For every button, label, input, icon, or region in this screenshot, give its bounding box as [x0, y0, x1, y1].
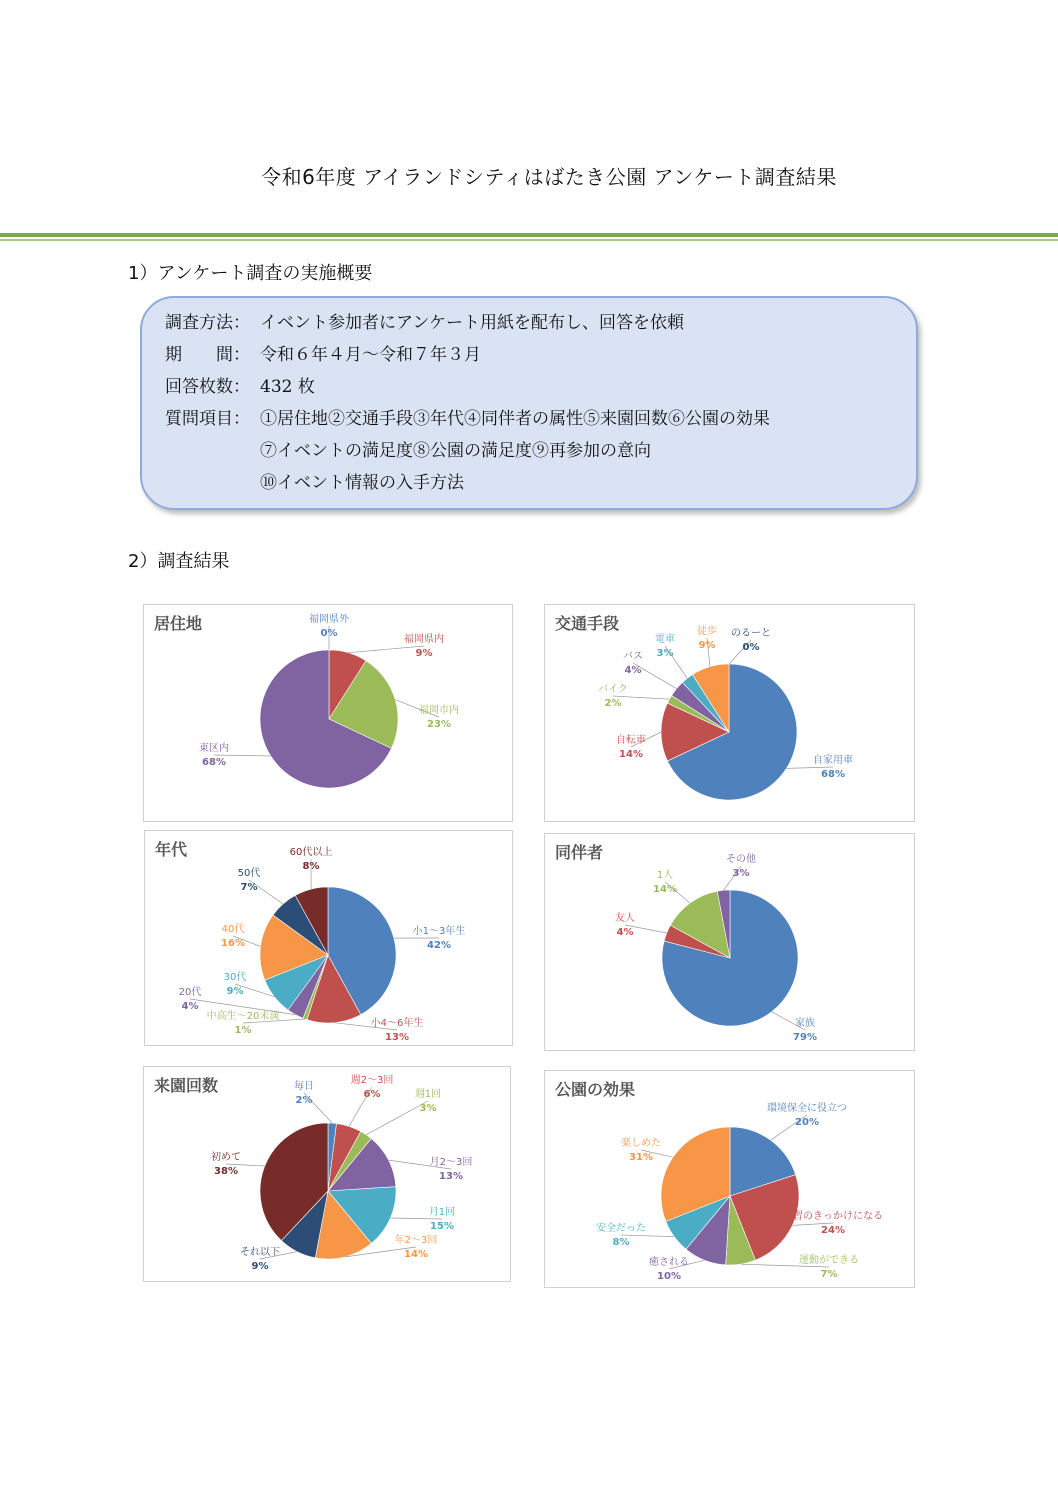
- slice-value-友人: 4%: [616, 927, 634, 938]
- slice-label-月1回: 月1回: [428, 1207, 456, 1218]
- overview-period-key: 期 間：: [165, 345, 250, 365]
- slice-value-電車: 3%: [656, 648, 674, 659]
- overview-period-value: 令和６年４月～令和７年３月: [260, 345, 481, 365]
- slice-value-安全だった: 8%: [612, 1237, 630, 1248]
- slice-label-その他: その他: [726, 854, 756, 865]
- page-title: 令和6年度 アイランドシティはばたき公園 アンケート調査結果: [261, 165, 837, 189]
- slice-label-小1～3年生: 小1～3年生: [412, 926, 466, 937]
- slice-value-のるーと: 0%: [742, 642, 760, 653]
- slice-value-運動ができる: 7%: [820, 1269, 838, 1280]
- slice-value-福岡市内: 23%: [427, 719, 451, 730]
- chart-visits: [143, 1066, 511, 1282]
- overview-items-line1: ①居住地②交通手段③年代④同伴者の属性⑤来園回数⑥公園の効果: [260, 409, 770, 429]
- slice-value-福岡県内: 9%: [415, 648, 433, 659]
- slice-label-家族: 家族: [795, 1018, 815, 1029]
- slice-label-学習のきっかけになる: 学習のきっかけになる: [783, 1211, 883, 1222]
- slice-label-のるーと: のるーと: [731, 628, 771, 639]
- slice-value-徒歩: 9%: [698, 640, 716, 651]
- overview-count-key: 回答枚数：: [165, 377, 250, 397]
- slice-label-月2～3回: 月2～3回: [429, 1157, 473, 1168]
- slice-value-学習のきっかけになる: 24%: [821, 1225, 845, 1236]
- chart-title: 交通手段: [555, 614, 620, 633]
- overview-count-value: 432 枚: [260, 377, 315, 397]
- slice-label-環境保全に役立つ: 環境保全に役立つ: [767, 1103, 847, 1114]
- section-heading-overview: 1）アンケート調査の実施概要: [128, 263, 373, 284]
- slice-value-楽しめた: 31%: [629, 1152, 653, 1163]
- chart-transport: [544, 604, 915, 822]
- slice-value-月1回: 15%: [430, 1221, 454, 1232]
- slice-value-福岡県外: 0%: [320, 628, 338, 639]
- slice-value-60代以上: 8%: [302, 861, 320, 872]
- overview-method: [165, 313, 684, 333]
- slice-label-週2～3回: 週2～3回: [350, 1075, 394, 1086]
- slice-label-福岡県内: 福岡県内: [404, 634, 444, 645]
- pie-chart-companion: [545, 834, 914, 1050]
- slice-label-徒歩: 徒歩: [697, 626, 717, 637]
- slice-value-癒される: 10%: [657, 1271, 681, 1282]
- slice-label-癒される: 癒される: [649, 1257, 689, 1268]
- pie-chart-age: [145, 831, 512, 1045]
- slice-value-20代: 4%: [181, 1001, 199, 1012]
- slice-value-月2～3回: 13%: [439, 1171, 463, 1182]
- header-rule-thin: [0, 239, 1058, 241]
- slice-value-それ以下: 9%: [251, 1261, 269, 1272]
- chart-park-effect: [544, 1070, 915, 1288]
- chart-title: 来園回数: [154, 1076, 219, 1095]
- slice-label-20代: 20代: [178, 987, 202, 998]
- overview-period: [165, 345, 481, 365]
- chart-title: 同伴者: [555, 843, 604, 862]
- slice-value-週2～3回: 6%: [363, 1089, 381, 1100]
- slice-value-バイク: 2%: [604, 698, 622, 709]
- slice-label-中高生～20未満: 中高生～20未満: [206, 1011, 280, 1022]
- slice-value-毎日: 2%: [295, 1095, 313, 1106]
- slice-value-中高生～20未満: 1%: [234, 1025, 252, 1036]
- slice-value-初めて: 38%: [214, 1166, 238, 1177]
- slice-label-福岡市内: 福岡市内: [419, 705, 459, 716]
- slice-label-安全だった: 安全だった: [596, 1223, 646, 1234]
- slice-value-1人: 14%: [653, 884, 677, 895]
- pie-chart-residence: [144, 605, 512, 821]
- pie-chart-visits: [144, 1067, 510, 1281]
- slice-label-40代: 40代: [221, 924, 245, 935]
- slice-value-週1回: 3%: [419, 1103, 437, 1114]
- slice-value-環境保全に役立つ: 20%: [795, 1117, 819, 1128]
- chart-title: 居住地: [154, 614, 203, 633]
- slice-label-バス: バス: [623, 651, 643, 662]
- slice-value-東区内: 68%: [202, 757, 226, 768]
- slice-label-福岡県外: 福岡県外: [309, 614, 349, 625]
- slice-value-自家用車: 68%: [821, 769, 845, 780]
- leader-line: [214, 755, 271, 756]
- chart-title: 公園の効果: [555, 1080, 636, 1099]
- slice-value-家族: 79%: [793, 1032, 817, 1043]
- leader-line: [348, 646, 424, 653]
- slice-label-年2～3回: 年2～3回: [394, 1235, 438, 1246]
- slice-value-50代: 7%: [240, 882, 258, 893]
- leader-line: [390, 1218, 442, 1219]
- overview-count: [165, 377, 315, 397]
- overview-items-key: 質問項目：: [165, 409, 250, 429]
- overview-method-key: 調査方法：: [165, 313, 250, 333]
- pie-chart-transport: [545, 605, 914, 821]
- slice-label-週1回: 週1回: [414, 1089, 442, 1100]
- slice-value-年2～3回: 14%: [404, 1249, 428, 1260]
- chart-residence: [143, 604, 513, 822]
- overview-method-value: イベント参加者にアンケート用紙を配布し、回答を依頼: [260, 313, 684, 333]
- chart-age: [144, 830, 513, 1046]
- slice-label-小4～6年生: 小4～6年生: [370, 1018, 424, 1029]
- overview-items: [165, 409, 770, 429]
- slice-label-初めて: 初めて: [211, 1152, 241, 1163]
- overview-items-line2: ⑦イベントの満足度⑧公園の満足度⑨再参加の意向: [260, 441, 651, 461]
- slice-value-小4～6年生: 13%: [385, 1032, 409, 1043]
- slice-label-電車: 電車: [655, 634, 675, 645]
- slice-label-東区内: 東区内: [199, 743, 229, 754]
- slice-value-バス: 4%: [624, 665, 642, 676]
- slice-label-それ以下: それ以下: [240, 1247, 280, 1258]
- slice-label-60代以上: 60代以上: [289, 847, 333, 858]
- slice-label-友人: 友人: [615, 913, 635, 924]
- slice-value-30代: 9%: [226, 986, 244, 997]
- slice-value-その他: 3%: [732, 868, 750, 879]
- pie-chart-park-effect: [545, 1071, 914, 1287]
- slice-label-バイク: バイク: [598, 684, 628, 695]
- slice-label-1人: 1人: [656, 870, 674, 881]
- chart-companion: [544, 833, 915, 1051]
- section-heading-results: 2）調査結果: [128, 551, 230, 572]
- slice-label-自家用車: 自家用車: [813, 755, 853, 766]
- header-rule: [0, 233, 1058, 237]
- slice-label-30代: 30代: [223, 972, 247, 983]
- slice-label-楽しめた: 楽しめた: [621, 1138, 661, 1149]
- slice-value-40代: 16%: [221, 938, 245, 949]
- slice-label-毎日: 毎日: [294, 1081, 314, 1092]
- slice-label-自転車: 自転車: [616, 735, 646, 746]
- slice-value-自転車: 14%: [619, 749, 643, 760]
- slice-label-50代: 50代: [237, 868, 261, 879]
- overview-items-line3: ⑩イベント情報の入手方法: [260, 473, 464, 493]
- chart-title: 年代: [155, 840, 188, 859]
- slice-label-運動ができる: 運動ができる: [799, 1255, 859, 1266]
- slice-value-小1～3年生: 42%: [427, 940, 451, 951]
